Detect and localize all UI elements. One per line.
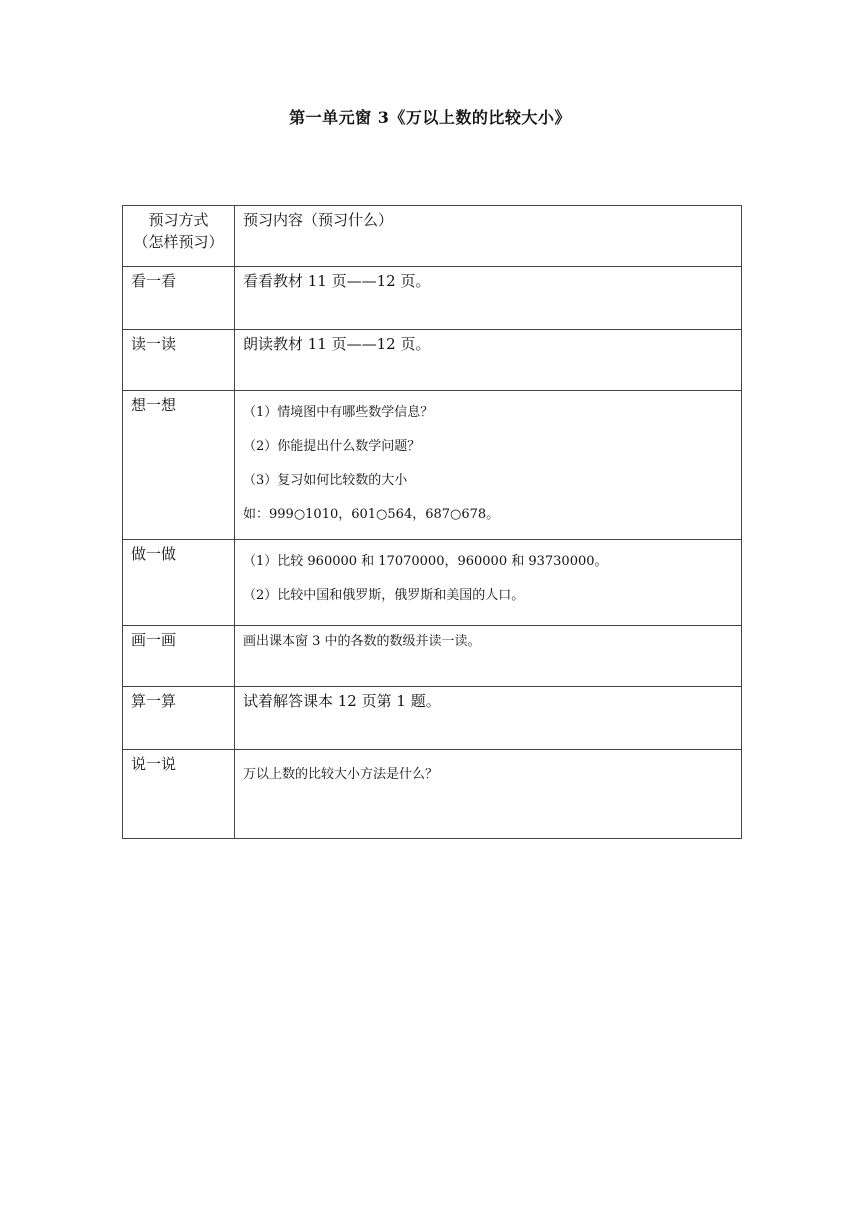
row-content: 朗读教材 11 页——12 页。 (243, 335, 431, 353)
think-line-2: （2）你能提出什么数学问题？ (243, 439, 421, 454)
table-row (123, 750, 742, 839)
table-row (123, 267, 742, 330)
row-content: 画出课本窗 3 中的各数的数级并读一读。 (243, 634, 481, 649)
table-header-row (123, 206, 742, 267)
header-method-sublabel: （怎样预习） (133, 233, 224, 251)
header-method-cell (123, 206, 235, 267)
row-method: 看一看 (131, 272, 177, 290)
row-method: 说一说 (131, 755, 177, 773)
header-content-label: 预习内容（预习什么） (243, 211, 394, 229)
table-row (123, 687, 742, 750)
row-method: 画一画 (131, 631, 177, 649)
row-content: 试着解答课本 12 页第 1 题。 (243, 692, 441, 710)
table-row (123, 626, 742, 687)
preview-table (122, 205, 742, 839)
think-line-3: （3）复习如何比较数的大小 (243, 473, 408, 488)
row-method: 做一做 (131, 545, 177, 563)
do-line-2: （2）比较中国和俄罗斯，俄罗斯和美国的人口。 (243, 588, 525, 603)
think-line-4: 如：999○1010，601○564，687○678。 (243, 507, 500, 522)
page-title: 第一单元窗 3《万以上数的比较大小》 (289, 108, 571, 127)
row-method: 算一算 (131, 692, 177, 710)
table-row (123, 540, 742, 626)
row-method: 读一读 (131, 335, 177, 353)
row-content: 看看教材 11 页——12 页。 (243, 272, 431, 290)
header-method-label: 预习方式 (148, 211, 209, 229)
row-method: 想一想 (131, 396, 177, 414)
header-content-cell (235, 206, 742, 267)
row-content: 万以上数的比较大小方法是什么？ (243, 767, 439, 782)
do-line-1: （1）比较 960000 和 17070000，960000 和 93730000。 (243, 554, 608, 569)
table-row (123, 330, 742, 391)
table-row (123, 391, 742, 540)
think-line-1: （1）情境图中有哪些数学信息？ (243, 405, 434, 420)
